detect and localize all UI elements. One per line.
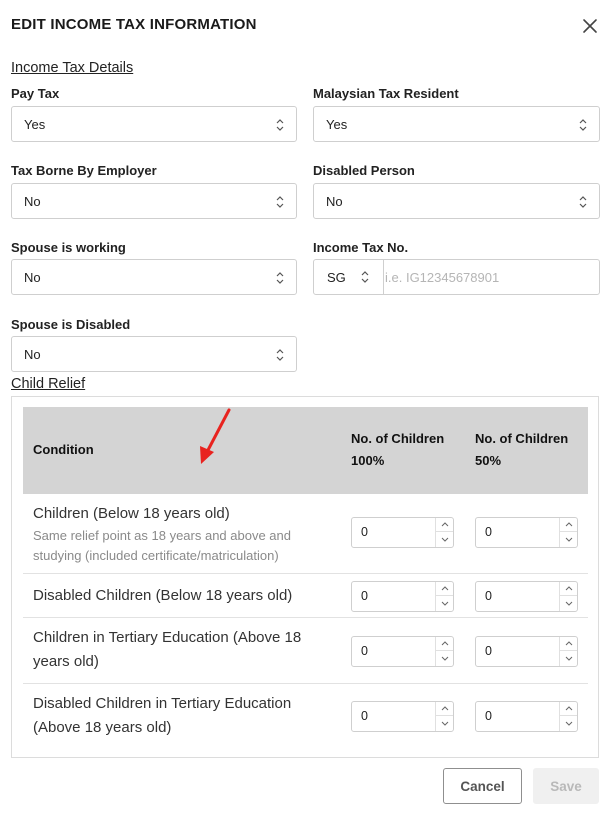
chevron-up-icon — [565, 641, 573, 646]
increment-button[interactable] — [436, 637, 453, 651]
income-tax-no-group — [313, 259, 600, 295]
disabled-person-label: Disabled Person — [313, 163, 415, 178]
spouse-is-working-select[interactable] — [11, 259, 297, 295]
chevron-down-icon — [441, 537, 449, 542]
stepper-value: 0 — [485, 709, 492, 723]
chevron-up-icon — [565, 522, 573, 527]
decrement-button[interactable] — [436, 651, 453, 665]
chevron-up-icon — [565, 706, 573, 711]
increment-button[interactable] — [436, 582, 453, 596]
stepper-value: 0 — [485, 589, 492, 603]
table-row — [23, 574, 588, 618]
chevron-up-down-icon — [577, 194, 589, 210]
red-arrow-annotation — [195, 406, 235, 466]
decrement-button[interactable] — [436, 532, 453, 546]
chevron-up-icon — [441, 641, 449, 646]
table-row — [23, 684, 588, 750]
children-50-stepper[interactable] — [475, 636, 578, 667]
chevron-up-icon — [565, 586, 573, 591]
decrement-button[interactable] — [436, 596, 453, 610]
decrement-button[interactable] — [560, 716, 577, 730]
condition-text: Disabled Children in Tertiary Education (Above 18 years old) — [33, 695, 292, 736]
cancel-button[interactable]: Cancel — [443, 768, 522, 804]
table-row — [23, 494, 588, 574]
chevron-down-icon — [565, 601, 573, 606]
malaysian-tax-resident-label: Malaysian Tax Resident — [313, 86, 459, 101]
tax-borne-by-employer-label: Tax Borne By Employer — [11, 163, 157, 178]
tax-borne-by-employer-select[interactable] — [11, 183, 297, 219]
chevron-up-down-icon — [274, 194, 286, 210]
chevron-down-icon — [441, 601, 449, 606]
children-50-header: No. of Children 50% — [475, 431, 569, 468]
malaysian-tax-resident-select[interactable] — [313, 106, 600, 142]
close-icon — [578, 14, 602, 38]
disabled-person-value: No — [326, 193, 343, 209]
income-tax-details-heading[interactable]: Income Tax Details — [11, 60, 134, 76]
condition-text: Children (Below 18 years old) — [33, 505, 230, 522]
condition-text: Children in Tertiary Education (Above 18 years old) — [33, 629, 302, 670]
children-50-stepper[interactable] — [475, 701, 578, 732]
stepper-value: 0 — [361, 525, 368, 539]
chevron-down-icon — [565, 721, 573, 726]
tax-no-prefix-value: SG — [327, 269, 346, 285]
increment-button[interactable] — [560, 637, 577, 651]
stepper-value: 0 — [361, 589, 368, 603]
chevron-up-down-icon — [577, 117, 589, 133]
chevron-up-down-icon — [359, 269, 371, 285]
decrement-button[interactable] — [560, 532, 577, 546]
chevron-down-icon — [441, 656, 449, 661]
decrement-button[interactable] — [560, 596, 577, 610]
child-relief-heading[interactable]: Child Relief — [11, 376, 86, 392]
stepper-value: 0 — [361, 709, 368, 723]
spouse-is-disabled-label: Spouse is Disabled — [11, 317, 131, 332]
children-100-stepper[interactable] — [351, 701, 454, 732]
pay-tax-select[interactable] — [11, 106, 297, 142]
pay-tax-value: Yes — [24, 116, 46, 132]
chevron-up-down-icon — [274, 347, 286, 363]
tax-borne-by-employer-value: No — [24, 193, 41, 209]
table-row — [23, 618, 588, 684]
disabled-person-select[interactable] — [313, 183, 600, 219]
chevron-up-down-icon — [274, 270, 286, 286]
chevron-up-icon — [441, 706, 449, 711]
condition-note: Same relief point as 18 years and above and studying (included certificate/matriculation) — [33, 528, 292, 563]
condition-text: Disabled Children (Below 18 years old) — [33, 587, 293, 604]
spouse-is-working-label: Spouse is working — [11, 240, 126, 255]
increment-button[interactable] — [560, 582, 577, 596]
malaysian-tax-resident-value: Yes — [326, 116, 348, 132]
chevron-down-icon — [565, 656, 573, 661]
decrement-button[interactable] — [436, 716, 453, 730]
increment-button[interactable] — [436, 518, 453, 532]
children-100-stepper[interactable] — [351, 636, 454, 667]
decrement-button[interactable] — [560, 651, 577, 665]
income-tax-no-label: Income Tax No. — [313, 240, 409, 255]
children-100-stepper[interactable] — [351, 581, 454, 612]
table-header — [23, 407, 588, 494]
spouse-is-working-value: No — [24, 269, 41, 285]
children-100-stepper[interactable] — [351, 517, 454, 548]
children-50-stepper[interactable] — [475, 517, 578, 548]
close-button[interactable] — [578, 14, 602, 38]
increment-button[interactable] — [560, 702, 577, 716]
children-100-header: No. of Children 100% — [351, 431, 445, 468]
stepper-value: 0 — [485, 644, 492, 658]
save-button[interactable]: Save — [533, 768, 599, 804]
stepper-value: 0 — [485, 525, 492, 539]
child-relief-table — [11, 396, 599, 758]
increment-button[interactable] — [560, 518, 577, 532]
spouse-is-disabled-value: No — [24, 346, 41, 362]
tax-no-prefix-select[interactable] — [314, 260, 384, 294]
income-tax-no-input[interactable] — [385, 260, 599, 294]
children-50-stepper[interactable] — [475, 581, 578, 612]
chevron-down-icon — [565, 537, 573, 542]
increment-button[interactable] — [436, 702, 453, 716]
chevron-up-icon — [441, 522, 449, 527]
condition-header: Condition — [33, 442, 94, 457]
stepper-value: 0 — [361, 644, 368, 658]
dialog-title: EDIT INCOME TAX INFORMATION — [11, 16, 257, 33]
pay-tax-label: Pay Tax — [11, 86, 60, 101]
chevron-up-down-icon — [274, 117, 286, 133]
spouse-is-disabled-select[interactable] — [11, 336, 297, 372]
chevron-down-icon — [441, 721, 449, 726]
chevron-up-icon — [441, 586, 449, 591]
